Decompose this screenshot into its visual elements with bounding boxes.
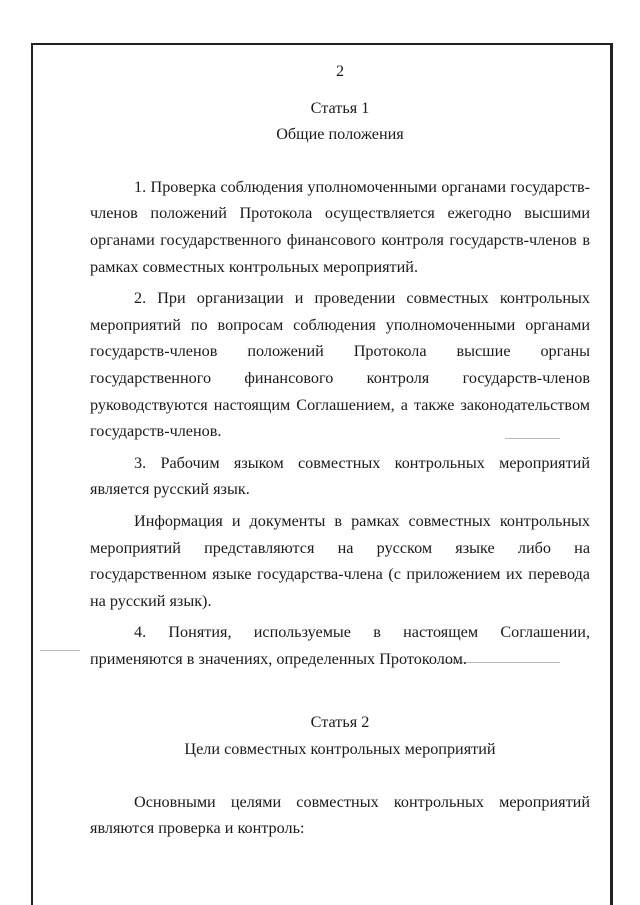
article-1-paragraph-3: 3. Рабочим языком совместных контрольных мероприятий является русский язык. [90,453,590,499]
scan-artifact-line [40,650,80,651]
section-spacer [90,677,590,709]
document-body [90,58,590,847]
article-2-number: Статья 2 [310,713,370,732]
page-number: 2 [335,62,345,80]
article-2-paragraph-1: Основными целями совместных контрольных мероприятий являются проверка и контроль: [90,792,590,838]
article-1-paragraph-4: Информация и документы в рамках совместных контрольных мероприятий представляются на русском языке либо на государственном языке государства-члена (с приложением их перевода на русский язык). [90,511,590,610]
article-1-paragraph-1: 1. Проверка соблюдения уполномоченными органами государств-членов положений Протокола осуществляется ежегодно высшими органами государственного финансового контроля государств-членов в рамках совместных контрольных мероприятий. [90,177,590,276]
article-1-paragraph-2: 2. При организации и проведении совместных контрольных мероприятий по вопросам соблюдения уполномоченными органами государств-членов положений Протокола высшие органы государственного финансового контроля государств-членов руководствуются настоящим Соглашением, а также законодательством государств-членов. [90,289,590,441]
article-1-number: Статья 1 [310,98,370,117]
page-frame-left-border [31,43,33,905]
article-2-title: Цели совместных контрольных мероприятий [184,740,496,759]
article-1-paragraph-5: 4. Понятия, используемые в настоящем Соглашении, применяются в значениях, определенных Протоколом. [90,623,590,668]
article-1-title: Общие положения [276,125,404,144]
page-frame-right-border [610,43,613,905]
page-frame-top-border [31,43,613,45]
